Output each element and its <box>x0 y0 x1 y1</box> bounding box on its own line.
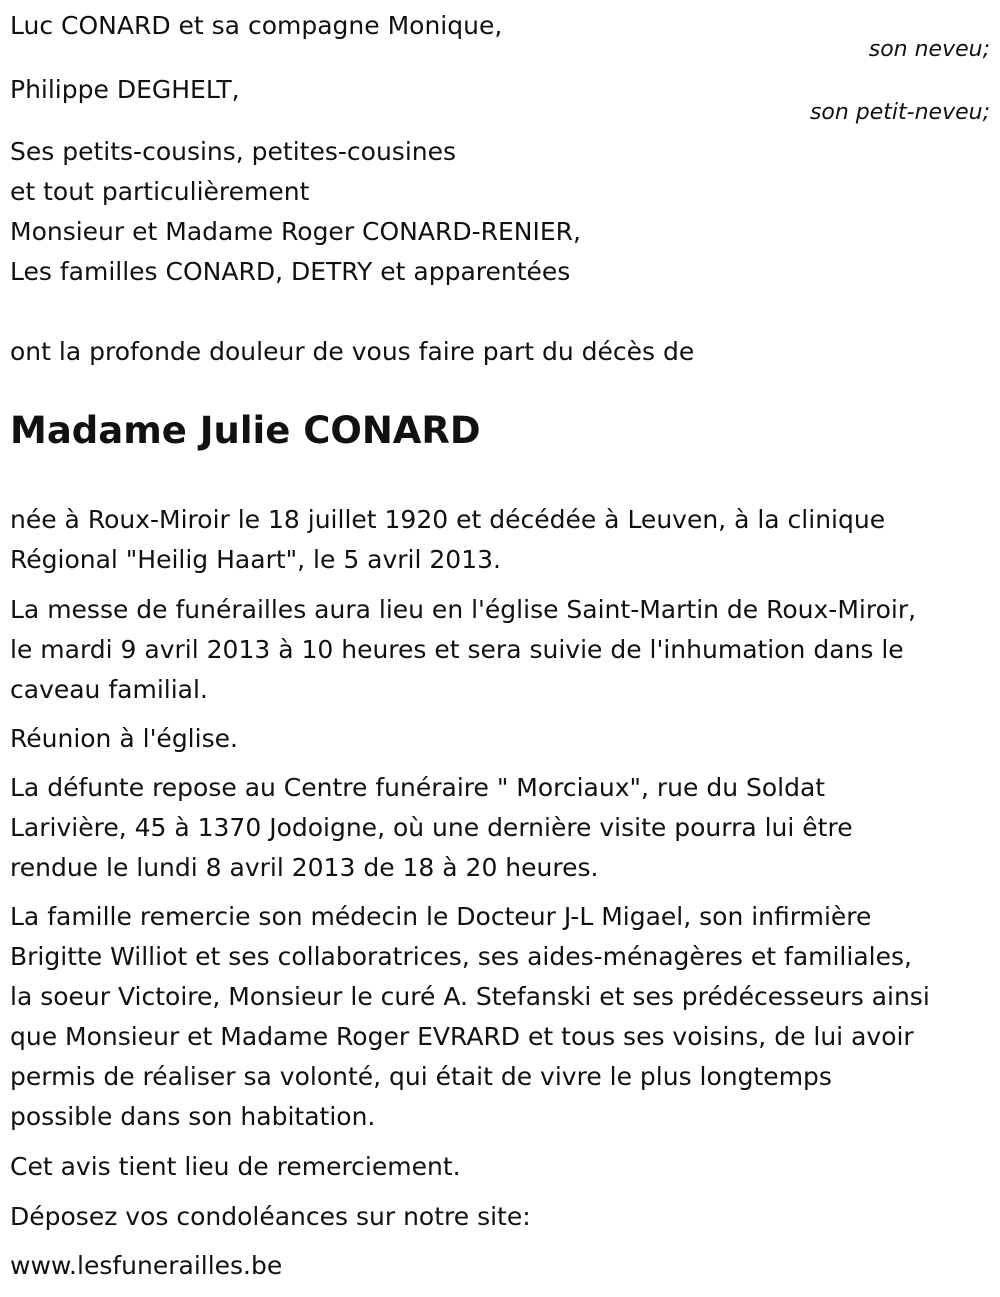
meeting-paragraph: Réunion à l'église. <box>10 724 238 753</box>
family-member-name: Philippe DEGHELT, <box>10 75 240 104</box>
relatives-line: Ses petits-cousins, petites-cousines <box>10 137 457 166</box>
relatives-line: Les familles CONARD, DETRY et apparentées <box>10 257 571 286</box>
relatives-line: Monsieur et Madame Roger CONARD-RENIER, <box>10 217 581 246</box>
family-member-relation: son neveu; <box>868 37 990 62</box>
family-member-name: Luc CONARD et sa compagne Monique, <box>10 11 503 40</box>
deceased-name: Madame Julie CONARD <box>10 409 481 452</box>
announcement-text: ont la profonde douleur de vous faire part du décès de <box>10 337 695 366</box>
thanks-paragraph: La famille remercie son médecin le Docteur J-L Migael, son infirmière Brigitte Williot et ses collaboratrices, ses aides-ménagères et familiales, la soeur Victoire, Monsieur le curé A. Stefanski et ses prédécesseurs ainsi que Monsieur et Madame Roger EVRARD et tous ses voisins, de lui avoir permis de réaliser sa volonté, qui était de vivre le plus longtemps possible dans son habitation. <box>10 902 930 1131</box>
funeral-mass-paragraph: La messe de funérailles aura lieu en l'église Saint-Martin de Roux-Miroir, le mardi 9 avril 2013 à 10 heures et sera suivie de l'inhumation dans le caveau familial. <box>10 595 917 704</box>
birth-death-paragraph: née à Roux-Miroir le 18 juillet 1920 et décédée à Leuven, à la clinique Régional "Heilig Haart", le 5 avril 2013. <box>10 505 886 574</box>
viewing-paragraph: La défunte repose au Centre funéraire " Morciaux", rue du Soldat Larivière, 45 à 1370 Jodoigne, où une dernière visite pourra lui être rendue le lundi 8 avril 2013 de 18 à 20 heures. <box>10 773 853 882</box>
relatives-line: et tout particulièrement <box>10 177 310 206</box>
website-link[interactable]: www.lesfunerailles.be <box>10 1251 283 1280</box>
condolences-paragraph: Déposez vos condoléances sur notre site: <box>10 1202 531 1231</box>
acknowledgement-paragraph: Cet avis tient lieu de remerciement. <box>10 1152 461 1181</box>
family-member-relation: son petit-neveu; <box>809 100 990 125</box>
